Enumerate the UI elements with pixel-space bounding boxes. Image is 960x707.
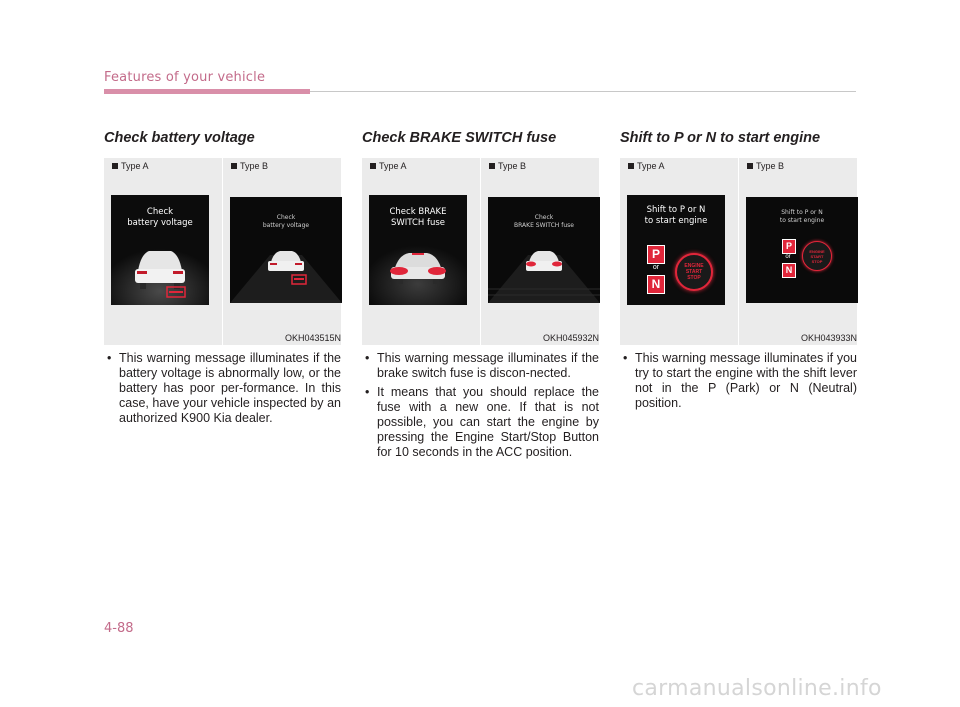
body-text xyxy=(104,351,341,426)
gear-p-badge: P xyxy=(782,239,796,254)
screen-message: Check battery voltage xyxy=(127,207,193,228)
figure-code: OKH043933N xyxy=(800,333,857,343)
cluster-screen-a xyxy=(369,195,467,305)
square-bullet-icon xyxy=(747,163,753,169)
page-number: 4-88 xyxy=(104,621,134,636)
panel-type-b xyxy=(481,158,599,345)
cluster-screen-a xyxy=(111,195,209,305)
screen-message: Shift to P or N to start engine xyxy=(644,205,708,226)
bullet-item: • This warning message illuminates if the brake switch fuse is discon-nected. xyxy=(362,351,599,381)
gear-p-badge: P xyxy=(647,245,665,264)
gear-n-badge: N xyxy=(782,263,796,278)
heading-brake-switch-fuse: Check BRAKE SWITCH fuse xyxy=(362,130,557,146)
bullet-item: • This warning message illuminates if you try to start the engine with the shift lever not in the P (Park) or N (Neutral) position. xyxy=(620,351,857,411)
gear-n-badge: N xyxy=(647,275,665,294)
screen-message: Check BRAKE SWITCH fuse xyxy=(514,214,574,229)
square-bullet-icon xyxy=(231,163,237,169)
cluster-screen-b xyxy=(746,197,858,303)
figure-brake-switch-fuse xyxy=(362,158,599,345)
column-battery-voltage xyxy=(104,130,341,430)
figure-shift-to-p-or-n xyxy=(620,158,857,345)
type-b-text: Type B xyxy=(498,161,527,171)
watermark: carmanualsonline.info xyxy=(632,676,882,701)
square-bullet-icon xyxy=(628,163,634,169)
screen-message: Check BRAKE SWITCH fuse xyxy=(389,207,447,228)
type-a-label xyxy=(112,161,149,171)
panel-type-a xyxy=(620,158,738,345)
square-bullet-icon xyxy=(370,163,376,169)
screen-message: Check battery voltage xyxy=(262,214,310,229)
screen-message: Shift to P or N to start engine xyxy=(779,209,825,224)
type-b-label xyxy=(231,161,268,171)
type-b-text: Type B xyxy=(240,161,269,171)
type-b-label xyxy=(747,161,784,171)
gear-or-text: or xyxy=(785,254,791,260)
type-b-label xyxy=(489,161,526,171)
heading-battery-voltage: Check battery voltage xyxy=(104,130,255,146)
type-a-text: Type A xyxy=(379,161,407,171)
cluster-screen-b xyxy=(488,197,600,303)
panel-type-b xyxy=(739,158,857,345)
cluster-screen-b xyxy=(230,197,342,303)
panel-type-a xyxy=(104,158,222,345)
body-text xyxy=(620,351,857,411)
car-rear-icon xyxy=(369,195,467,305)
panel-type-a xyxy=(362,158,480,345)
type-a-label xyxy=(628,161,665,171)
panel-type-b xyxy=(223,158,341,345)
square-bullet-icon xyxy=(112,163,118,169)
body-text xyxy=(362,351,599,460)
column-brake-switch-fuse xyxy=(362,130,599,464)
bullet-item: • It means that you should replace the fuse with a new one. If that is not possible, you can start the engine by pressing the Engine Start/Stop Button for 10 seconds in the ACC position. xyxy=(362,385,599,460)
header-rule xyxy=(310,91,856,92)
figure-code: OKH043515N xyxy=(284,333,341,343)
section-label: Features of your vehicle xyxy=(104,70,266,85)
gear-or-text: or xyxy=(652,264,660,271)
header-accent-rule xyxy=(104,89,310,94)
bullet-item: • This warning message illuminates if the battery voltage is abnormally low, or the battery has poor per-formance. In this case, have your vehicle inspected by an authorized K900 Kia dealer. xyxy=(104,351,341,426)
car-rear-icon xyxy=(488,197,600,303)
type-a-label xyxy=(370,161,407,171)
square-bullet-icon xyxy=(489,163,495,169)
figure-code: OKH045932N xyxy=(542,333,599,343)
heading-shift-to-p-or-n: Shift to P or N to start engine xyxy=(620,130,821,146)
figure-battery-voltage xyxy=(104,158,341,345)
type-a-text: Type A xyxy=(121,161,149,171)
cluster-screen-a xyxy=(627,195,725,305)
type-b-text: Type B xyxy=(756,161,785,171)
car-rear-icon xyxy=(230,197,342,303)
column-shift-to-p-or-n xyxy=(620,130,857,415)
car-rear-icon xyxy=(111,195,209,305)
engine-start-stop-button: ENGINE START STOP xyxy=(675,253,713,291)
engine-start-stop-button: ENGINE START STOP xyxy=(802,241,832,271)
type-a-text: Type A xyxy=(637,161,665,171)
